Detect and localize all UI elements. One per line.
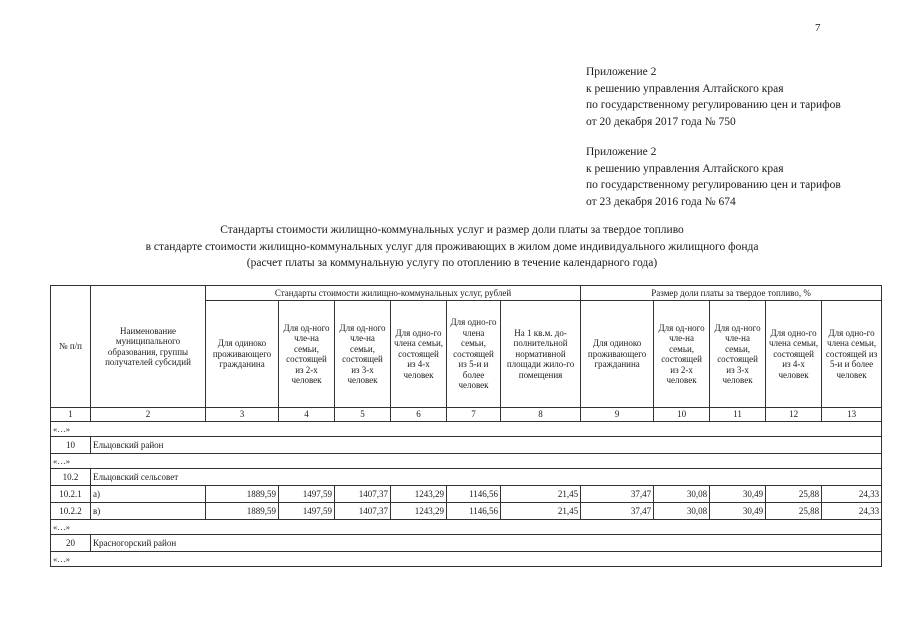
- cell-value: 30,49: [710, 486, 766, 503]
- header-sub: Для од-ного чле-на семьи, состоящей из 3-х человек: [335, 301, 391, 408]
- column-number: 11: [710, 408, 766, 422]
- appendix-2017: [586, 64, 841, 130]
- column-number: 8: [501, 408, 581, 422]
- cell-value: 25,88: [766, 503, 822, 520]
- appendix-2016-line: к решению управления Алтайского края: [586, 162, 784, 175]
- appendix-2017-line: по государственному регулированию цен и тарифов: [586, 99, 841, 111]
- cell-value: 1146,56: [447, 486, 501, 503]
- row-name: а): [91, 486, 206, 503]
- cell-value: 21,45: [501, 486, 581, 503]
- header-group-fuel-share: Размер доли платы за твердое топливо, %: [581, 286, 882, 301]
- column-number: 3: [206, 408, 279, 422]
- column-number: 4: [279, 408, 335, 422]
- column-number: 7: [447, 408, 501, 422]
- row-index: 20: [51, 535, 91, 552]
- cell-value: 30,49: [710, 503, 766, 520]
- cell-value: 1146,56: [447, 503, 501, 520]
- cell-value: 24,33: [822, 486, 882, 503]
- cell-value: 1889,59: [206, 486, 279, 503]
- cell-value: 30,08: [654, 503, 710, 520]
- column-number: 1: [51, 408, 91, 422]
- cell-value: 1243,29: [391, 486, 447, 503]
- ellipsis-row: [51, 454, 882, 469]
- appendix-2017-line: к решению управления Алтайского края: [586, 82, 784, 95]
- row-index: 10.2.2: [51, 503, 91, 520]
- cell-value: 1889,59: [206, 503, 279, 520]
- header-sub: Для одиноко проживающего гражданина: [206, 301, 279, 408]
- section-row-10-2: [51, 469, 882, 486]
- column-number: 13: [822, 408, 882, 422]
- appendix-2017-line: Приложение 2: [586, 66, 657, 78]
- column-number: 9: [581, 408, 654, 422]
- cell-value: 37,47: [581, 503, 654, 520]
- cell-value: 21,45: [501, 503, 581, 520]
- appendix-2016: [586, 144, 841, 210]
- ellipsis-text: «…»: [51, 520, 882, 535]
- page-number: 7: [815, 22, 821, 34]
- ellipsis-row: [51, 520, 882, 535]
- appendix-2017-line: от 20 декабря 2017 года № 750: [586, 115, 736, 128]
- column-number: 10: [654, 408, 710, 422]
- section-row-10: [51, 437, 882, 454]
- section-row-20: [51, 535, 882, 552]
- cell-value: 1407,37: [335, 486, 391, 503]
- column-number: 6: [391, 408, 447, 422]
- ellipsis-text: «…»: [51, 454, 882, 469]
- header-sub: Для од-ного чле-на семьи, состоящей из 2-х человек: [654, 301, 710, 408]
- cell-value: 24,33: [822, 503, 882, 520]
- appendix-2016-line: от 23 декабря 2016 года № 674: [586, 195, 736, 208]
- column-number: 12: [766, 408, 822, 422]
- ellipsis-text: «…»: [51, 552, 882, 567]
- header-sub: Для одно-го члена семьи, состоящей из 5-и и более человек: [447, 301, 501, 408]
- header-sub: Для од-ного чле-на семьи, состоящей из 2-х человек: [279, 301, 335, 408]
- row-index: 10.2.1: [51, 486, 91, 503]
- cell-value: 1497,59: [279, 503, 335, 520]
- section-name: Красногорский район: [91, 535, 882, 552]
- cell-value: 25,88: [766, 486, 822, 503]
- column-number: 2: [91, 408, 206, 422]
- cell-value: 1407,37: [335, 503, 391, 520]
- appendix-2016-line: по государственному регулированию цен и тарифов: [586, 179, 841, 191]
- appendix-2016-line: Приложение 2: [586, 146, 657, 158]
- table-row: [51, 486, 882, 503]
- ellipsis-text: «…»: [51, 422, 882, 437]
- document-title: [0, 222, 904, 272]
- title-line: Стандарты стоимости жилищно-коммунальных услуг и размер доли платы за твердое топливо: [220, 224, 684, 236]
- header-group-cost: Стандарты стоимости жилищно-коммунальных услуг, рублей: [206, 286, 581, 301]
- cell-value: 1243,29: [391, 503, 447, 520]
- row-index: 10: [51, 437, 91, 454]
- title-line: в стандарте стоимости жилищно-коммунальных услуг для проживающих в жилом доме индивидуального жилищного фонда: [145, 240, 759, 253]
- column-number: 5: [335, 408, 391, 422]
- header-no: № п/п: [51, 286, 91, 408]
- header-sub: На 1 кв.м. до-полнительной нормативной площади жило-го помещения: [501, 301, 581, 408]
- standards-table: [50, 285, 882, 567]
- header-sub: Для одно-го члена семьи, состоящей из 4-х человек: [766, 301, 822, 408]
- cell-value: 30,08: [654, 486, 710, 503]
- section-name: Ельцовский район: [91, 437, 882, 454]
- ellipsis-row: [51, 422, 882, 437]
- header-sub: Для одно-го члена семьи, состоящей из 5-и и более человек: [822, 301, 882, 408]
- cell-value: 37,47: [581, 486, 654, 503]
- ellipsis-row: [51, 552, 882, 567]
- cell-value: 1497,59: [279, 486, 335, 503]
- column-numbers-row: [51, 408, 882, 422]
- header-name: Наименование муниципального образования, группы получателей субсидий: [91, 286, 206, 408]
- section-name: Ельцовский сельсовет: [91, 469, 882, 486]
- row-name: в): [91, 503, 206, 520]
- header-sub: Для одиноко проживающего гражданина: [581, 301, 654, 408]
- header-sub: Для од-ного чле-на семьи, состоящей из 3-х человек: [710, 301, 766, 408]
- row-index: 10.2: [51, 469, 91, 486]
- table-row: [51, 503, 882, 520]
- title-line: (расчет платы за коммунальную услугу по отоплению в течение календарного года): [246, 257, 658, 269]
- header-sub: Для одно-го члена семьи, состоящей из 4-х человек: [391, 301, 447, 408]
